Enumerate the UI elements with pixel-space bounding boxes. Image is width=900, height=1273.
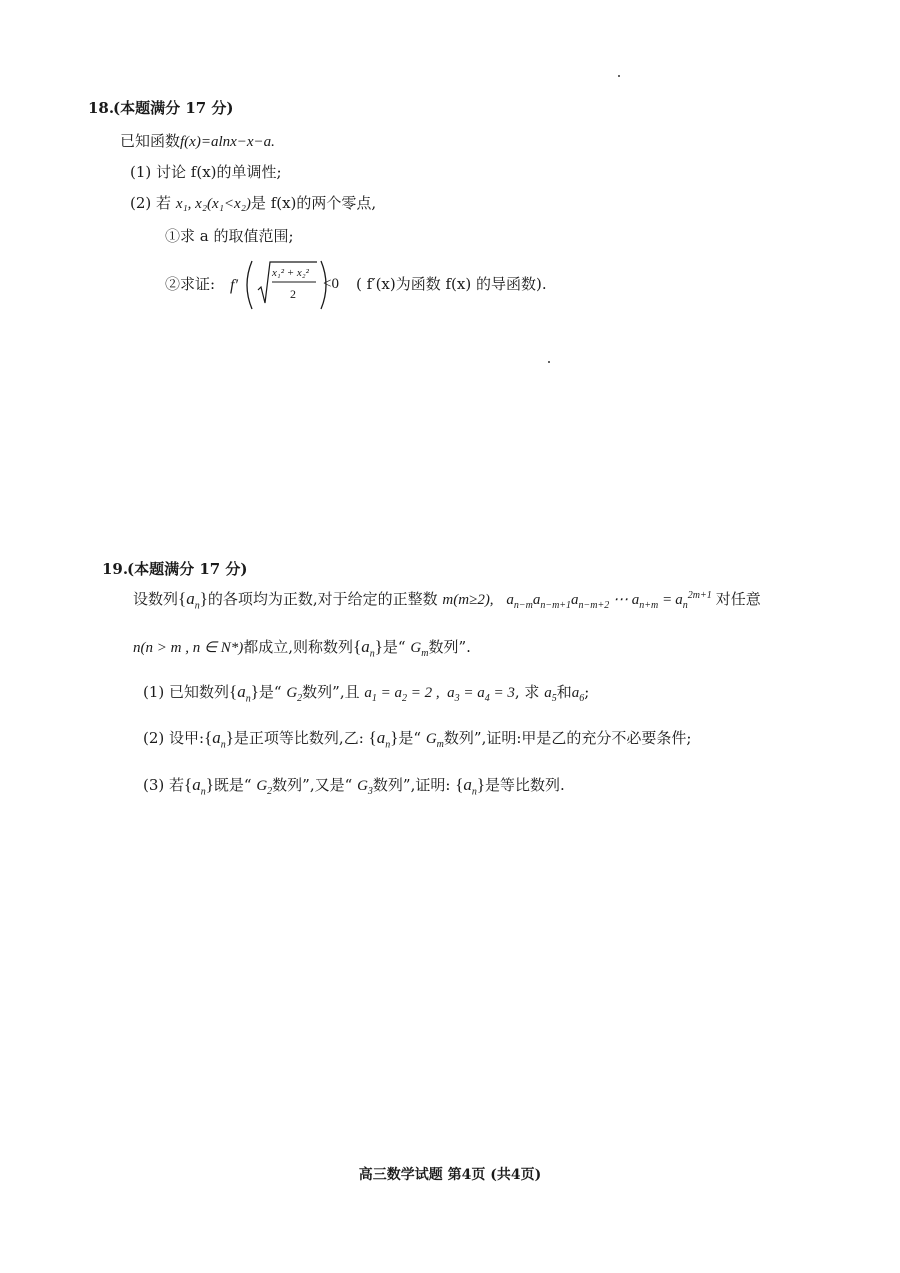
formula-numerator: x₁² + x₂² <box>272 267 309 279</box>
q18-header: (本题满分 17 分) <box>113 99 234 117</box>
q18-part2: (2) 若 x₁, x₂(x₁<x₂)是 f(x)的两个零点, <box>130 194 377 212</box>
q19-line1: 设数列$\{a_n\}$的各项均为正数,对于给定的正整数 m(m≥2), $a_{n-m}a_{n-m+1}a_{n-m+2}$ ⋯ $a_{n+m} = a_n^{2m+1}$ 对任意 <box>133 589 761 612</box>
q18-inequality: <0 <box>323 276 339 292</box>
q19-line2: n(n > m , n ∈ N*)都成立,则称数列$\{a_n\}$是“ $G_m$数列”. <box>133 637 471 660</box>
q18-sub1: ①求 a 的取值范围; <box>165 227 294 245</box>
q18-sub2-prefix: ②求证: <box>165 275 216 293</box>
q19-part1: (1) 已知数列$\{a_n\}$是“ $G_2$数列”,且 $a_1 = a_2 = 2$ , $a_3 = a_4 = 3$, 求 $a_5$和$a_6$; <box>143 682 590 705</box>
q18-stem: 已知函数f(x)=alnx−x−a. <box>120 132 275 150</box>
page-footer: 高三数学试题 第4页 (共4页) <box>358 1167 542 1183</box>
q18-part1: (1) 讨论 f(x)的单调性; <box>130 163 282 181</box>
scan-speck <box>618 75 620 77</box>
formula-denominator: 2 <box>290 287 296 301</box>
q19-part2: (2) 设甲$:\{a_n\}$是正项等比数列,乙: $\{a_n\}$是“ $G_m$数列”,证明:甲是乙的充分不必要条件; <box>143 728 692 751</box>
q19-header: (本题满分 17 分) <box>127 560 248 578</box>
formula-fprime: f′ <box>230 277 238 294</box>
q19-number: 19. <box>102 560 129 578</box>
formula-left-paren <box>247 261 252 309</box>
q18-function: f(x)=alnx−x−a. <box>180 134 275 150</box>
q19-part3: (3) 若$\{a_n\}$既是“ $G_2$数列”,又是“ $G_3$数列”,证明: $\{a_n\}$是等比数列. <box>143 775 565 798</box>
scan-speck <box>548 361 550 363</box>
q18-note: ( f′(x)为函数 f(x) 的导函数). <box>356 275 547 293</box>
q18-number: 18. <box>88 99 115 117</box>
